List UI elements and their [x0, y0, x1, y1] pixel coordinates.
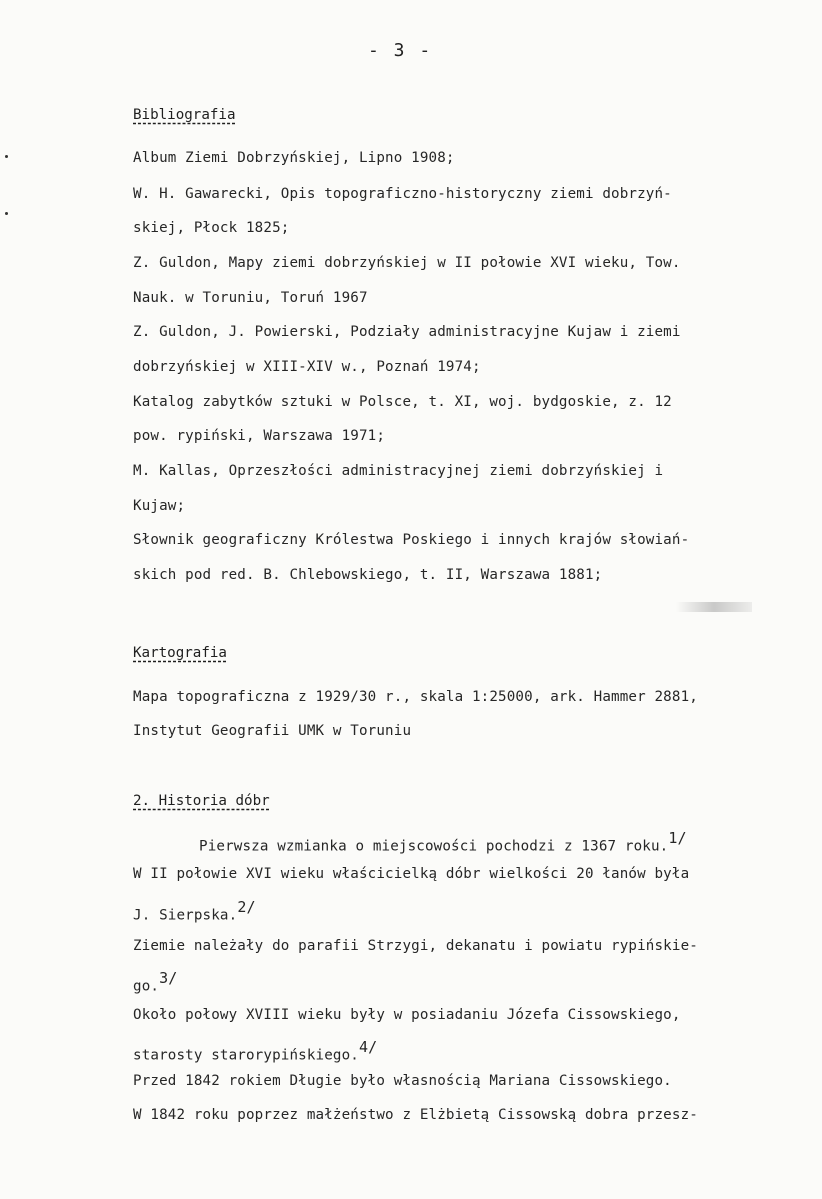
- history-line-text: go.: [133, 978, 160, 995]
- history-line: [133, 866, 689, 882]
- bibliography-line: pow. rypiński, Warszawa 1971;: [133, 428, 386, 444]
- bibliography-line: M. Kallas, Oprzeszłości administracyjnej ziemi dobrzyńskiej i: [133, 463, 664, 479]
- bibliography-line: skich pod red. B. Chlebowskiego, t. II, Warszawa 1881;: [133, 567, 603, 583]
- history-line: [133, 1107, 698, 1123]
- bibliography-line: skiej, Płock 1825;: [133, 220, 290, 236]
- footnote-ref: 3/: [159, 969, 178, 987]
- margin-mark: [5, 155, 8, 158]
- history-line-text: Przed 1842 rokiem Długie było własnością Mariana Cissowskiego.: [133, 1073, 672, 1089]
- history-line-text: J. Sierpska.: [133, 907, 238, 924]
- cartography-line: Instytut Geografii UMK w Toruniu: [133, 723, 412, 739]
- margin-mark: [5, 212, 8, 215]
- cartography-line: Mapa topograficzna z 1929/30 r., skala 1:25000, ark. Hammer 2881,: [133, 689, 698, 705]
- cartography-heading: Kartografia: [133, 645, 227, 661]
- history-line: [133, 971, 177, 995]
- history-line: [133, 900, 256, 924]
- history-heading: 2. Historia dóbr: [133, 793, 270, 809]
- ink-smudge: [676, 602, 752, 612]
- history-line-text: starosty starorypińskiego.: [133, 1047, 359, 1064]
- history-line: [133, 938, 698, 954]
- history-line: [133, 1073, 672, 1089]
- footnote-ref: 1/: [668, 829, 687, 847]
- bibliography-line: Z. Guldon, Mapy ziemi dobrzyńskiej w II połowie XVI wieku, Tow.: [133, 255, 681, 271]
- history-line-text: Około połowy XVIII wieku były w posiadaniu Józefa Cissowskiego,: [133, 1007, 681, 1023]
- bibliography-line: Album Ziemi Dobrzyńskiej, Lipno 1908;: [133, 150, 455, 166]
- page-number: - 3 -: [368, 40, 433, 61]
- bibliography-line: dobrzyńskiej w XIII-XIV w., Poznań 1974;: [133, 359, 481, 375]
- bibliography-line: Katalog zabytków sztuki w Polsce, t. XI, woj. bydgoskie, z. 12: [133, 394, 672, 410]
- bibliography-line: Nauk. w Toruniu, Toruń 1967: [133, 290, 368, 306]
- bibliography-heading: Bibliografia: [133, 107, 236, 123]
- history-line: [133, 1007, 681, 1023]
- history-line-text: W 1842 roku poprzez małżeństwo z Elżbietą Cissowską dobra przesz-: [133, 1107, 698, 1123]
- bibliography-line: Słownik geograficzny Królestwa Poskiego i innych krajów słowiań-: [133, 532, 690, 548]
- bibliography-line: Z. Guldon, J. Powierski, Podziały administracyjne Kujaw i ziemi: [133, 324, 681, 340]
- history-line-text: Pierwsza wzmianka o miejscowości pochodzi z 1367 roku.: [199, 838, 669, 855]
- history-line-text: W II połowie XVI wieku właścicielką dóbr wielkości 20 łanów była: [133, 866, 690, 882]
- history-line: [133, 1040, 377, 1064]
- footnote-ref: 4/: [358, 1038, 378, 1056]
- history-line-text: Ziemie należały do parafii Strzygi, dekanatu i powiatu rypińskie-: [133, 938, 698, 954]
- bibliography-line: Kujaw;: [133, 498, 186, 514]
- history-line: [199, 831, 687, 855]
- bibliography-line: W. H. Gawarecki, Opis topograficzno-historyczny ziemi dobrzyń-: [133, 186, 672, 202]
- footnote-ref: 2/: [237, 898, 256, 916]
